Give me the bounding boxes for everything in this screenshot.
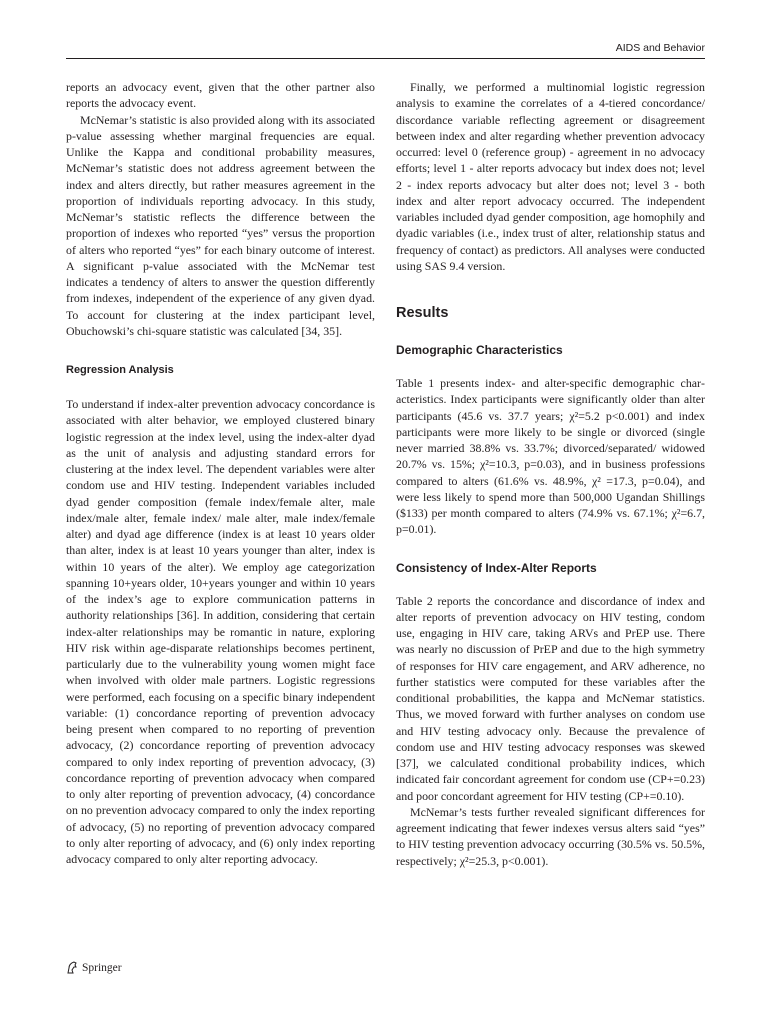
subsection-heading-consistency: Consistency of Index-Alter Reports — [396, 560, 597, 575]
paragraph: Table 1 presents index- and alter-specific demographic characteristics. Index participants were significantly older than alter participants (45.6 vs. 37.7 years; χ²=5.2 p<0.001) and index participants were more likely to be single or divorced (single never married 38.8% vs. 33.7%; divorced/separated/ widowed 20.7% vs. 15%; χ²=10.3, p=0.03), and in business professions compared to alters (61.6% vs. 48.9%, χ² =17.3, p=0.04), and were less likely to spend more than 500,000 Ugandan Shillings ($133) per month compared to alters (74.9% vs. 67.1%; χ²=6.7, p=0.01). — [396, 376, 705, 537]
publisher-footer — [66, 961, 122, 974]
subsection-heading-demographics: Demographic Characteristics — [396, 343, 563, 357]
journal-name: AIDS and Behavior — [615, 42, 705, 54]
section-heading-results: Results — [396, 305, 449, 321]
paragraph: Finally, we performed a multinomial logistic regression analysis to examine the correlates of a 4-tiered concordance/ discordance variable reflecting agreement or disagreement between index and alter regarding whether prevention advocacy occurred: level 0 (reference group) - agreement in no advocacy efforts; level 1 - alter reports advocacy but index does not; level 2 - index reports advocacy but alter does not; level 3 - both index and alter report advocacy occurred. The independent variables included dyad gender composition, age homophily and dyadic variables (i.e., index trust of alter, relationship status and frequency of contact) as predictors. All analyses were conducted using SAS 9.4 version. — [396, 80, 705, 273]
publisher-name: Springer — [82, 961, 122, 974]
paragraph: reports an advocacy event, given that the other partner also reports the advocacy event. — [66, 80, 375, 111]
header-rule — [66, 58, 705, 59]
section-heading-regression: Regression Analysis — [66, 364, 174, 376]
paragraph: Table 2 reports the concordance and discordance of index and alter reports of prevention advocacy on HIV testing, condom use, engaging in HIV care, taking ARVs and PrEP use. There was nearly no discussion of PrEP and due to the high symmetry of responses for HIV care engagement, and ARV adherence, no further statistics were computed for these variables after the conditional probabilities, the kappa and McNemar statistics. Thus, we moved forward with further analyses on condom use and HIV testing advocacy only. Because the prevalence of condom use and HIV testing advocacy responses was skewed [37], we calculated conditional probability indices, which indicated fair concordant agreement for condom use (CP+=0.23) and poor concordant agreement for HIV testing (CP+=0.10). — [396, 593, 705, 803]
paragraph: McNemar’s statistic is also provided along with its associated p-value assessing whether marginal frequencies are equal. Unlike the Kappa and conditional probability measures, McNemar’s statistic does not address agreement between the index and alters directly, but rather measures agreement in the proportion of individuals reporting advocacy. In this study, McNemar’s statistic reflects the difference between the proportion of indexes who reported “yes” versus the proportion of alters who reported “yes” for each binary outcome of interest. A significant p-value associated with the McNemar test indicates a tendency of alters to answer the question differently from indexes, independent of the experience of any given dyad. To account for clustering at the index participant level, Obuchowski’s chi-square statistic was calculated [34, 35]. — [66, 112, 375, 338]
paragraph: To understand if index-alter prevention advocacy concordance is associated with alter behavior, we employed clustered binary logistic regression at the index level, using the index-alter dyad as the unit of analysis and adjusting standard errors for clustering at the index level. The dependent variables were alter condom use and HIV testing. Independent variables included dyad gender composition (female index/female alter, male index/male alter, female index/ male alter, male index/female alter) and dyad age difference (index is at least 10 years older than alter, index is at least 10 years younger than alter, index is within 10 years of the alter). We employ age categorization spanning 10+years older, 10+years younger and within 10 years of the index’s age to explore communication patterns in authority relationships [36]. In addition, considering that certain index-alter relationships may be romantic in nature, exploring HIV risk within age-disparate relationships becomes pertinent, particularly due to the vulnerability young women might face when involved with older male partners. Logistic regressions were performed, each focusing on a specific binary independent variable: (1) concordance reporting of prevention advocacy being present when compared to no reporting of prevention advocacy, (2) concordance reporting of prevention advocacy compared to only index reporting of prevention advocacy, (3) concordance reporting of prevention advocacy when compared to only alter reporting of prevention advocacy, (4) concordance on no prevention advocacy compared to only the index reporting of advocacy, (5) no reporting of prevention advocacy compared to only alter reporting of advocacy, and (6) only index reporting advocacy compared to only alter reporting advocacy. — [66, 397, 375, 866]
springer-horse-icon — [66, 961, 78, 974]
paragraph: McNemar’s tests further revealed significant differences for agreement indicating that fewer indexes versus alters said “yes” to HIV testing prevention advocacy occurring (30.5% vs. 50.5%, respectively; χ²=25.3, p<0.001). — [396, 804, 705, 868]
left-column — [66, 79, 375, 867]
right-column — [396, 79, 705, 869]
